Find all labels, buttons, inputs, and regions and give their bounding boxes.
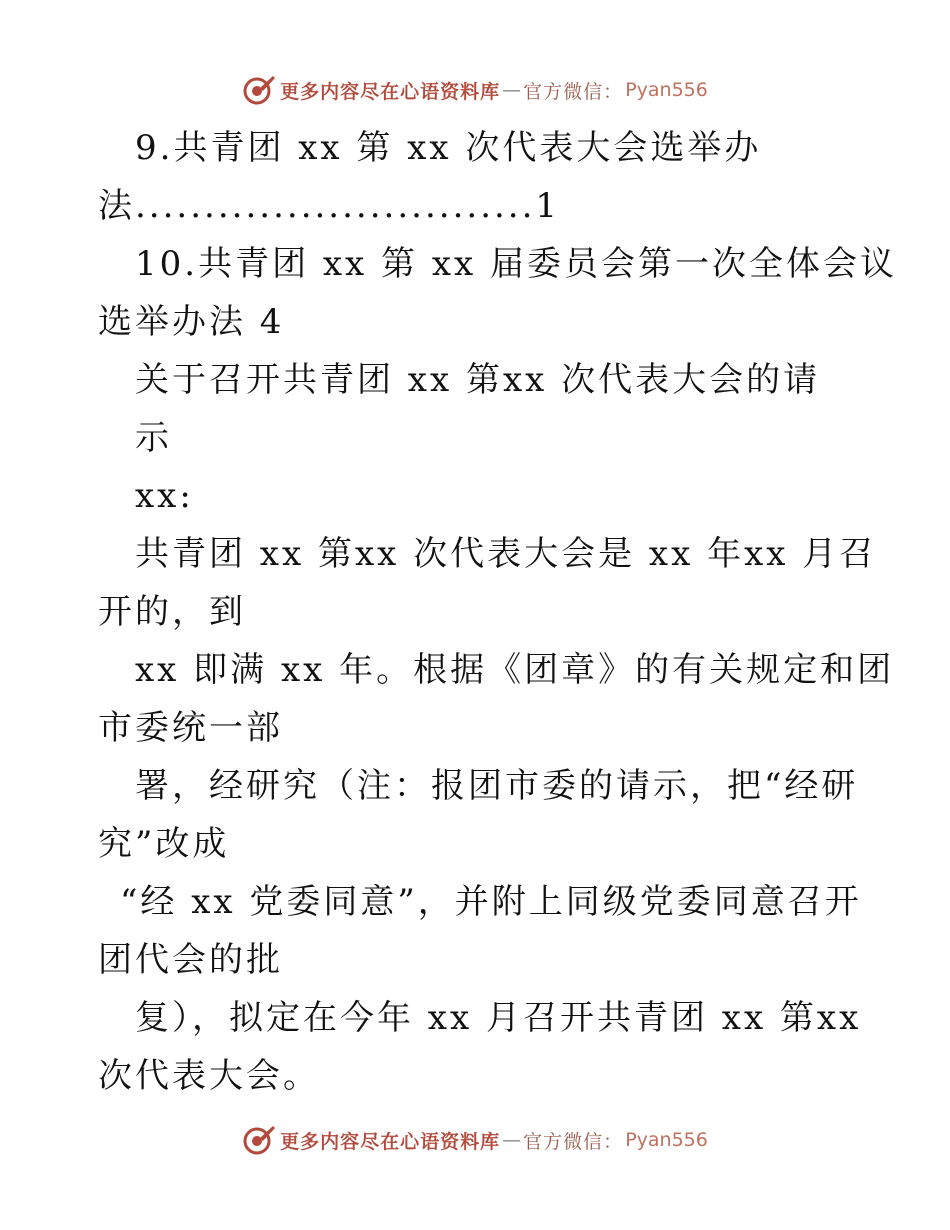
pen-logo-icon <box>242 73 276 107</box>
paragraph-line: 团代会的批 <box>98 940 283 980</box>
paragraph-line: 复），拟定在今年 xx 月召开共青团 xx 第xx <box>135 998 862 1038</box>
toc-entry-10: 10.共青团 xx 第 xx 届委员会第一次全体会议 <box>135 244 897 284</box>
paragraph-line: 开的，到 <box>98 592 246 632</box>
footer-banner <box>0 1120 950 1160</box>
banner-separator: — <box>502 1129 522 1151</box>
document-title: 关于召开共青团 xx 第xx 次代表大会的请 <box>135 360 821 400</box>
paragraph-line: 究”改成 <box>98 824 230 864</box>
addressee: xx: <box>135 476 194 516</box>
paragraph-line: 市委统一部 <box>98 708 283 748</box>
toc-entry-10-continued: 选举办法 4 <box>98 302 285 342</box>
banner-wechat-label: 官方微信： <box>523 1130 624 1153</box>
banner-wechat-label: 官方微信： <box>523 80 624 103</box>
banner-wechat-id: Pyan556 <box>625 1129 708 1151</box>
banner-text: 更多内容尽在心语资料库 <box>280 80 501 103</box>
toc-entry-9: 9.共青团 xx 第 xx 次代表大会选举办 <box>135 128 762 168</box>
paragraph-line: 次代表大会。 <box>98 1056 320 1096</box>
paragraph-line: “经 xx 党委同意”，并附上同级党委同意召开 <box>120 882 862 922</box>
paragraph-line: 共青团 xx 第xx 次代表大会是 xx 年xx 月召 <box>135 534 877 574</box>
paragraph-line: xx 即满 xx 年。根据《团章》的有关规定和团 <box>135 650 895 690</box>
document-title-continued: 示 <box>135 418 172 458</box>
banner-text: 更多内容尽在心语资料库 <box>280 1130 501 1153</box>
banner-wechat-id: Pyan556 <box>625 79 708 101</box>
paragraph-line: 署，经研究（注：报团市委的请示，把“经研 <box>135 766 859 806</box>
banner-separator: — <box>502 79 522 101</box>
pen-logo-icon <box>242 1123 276 1157</box>
toc-entry-9-continued: 法.............................1 <box>98 186 561 226</box>
header-banner <box>0 70 950 110</box>
